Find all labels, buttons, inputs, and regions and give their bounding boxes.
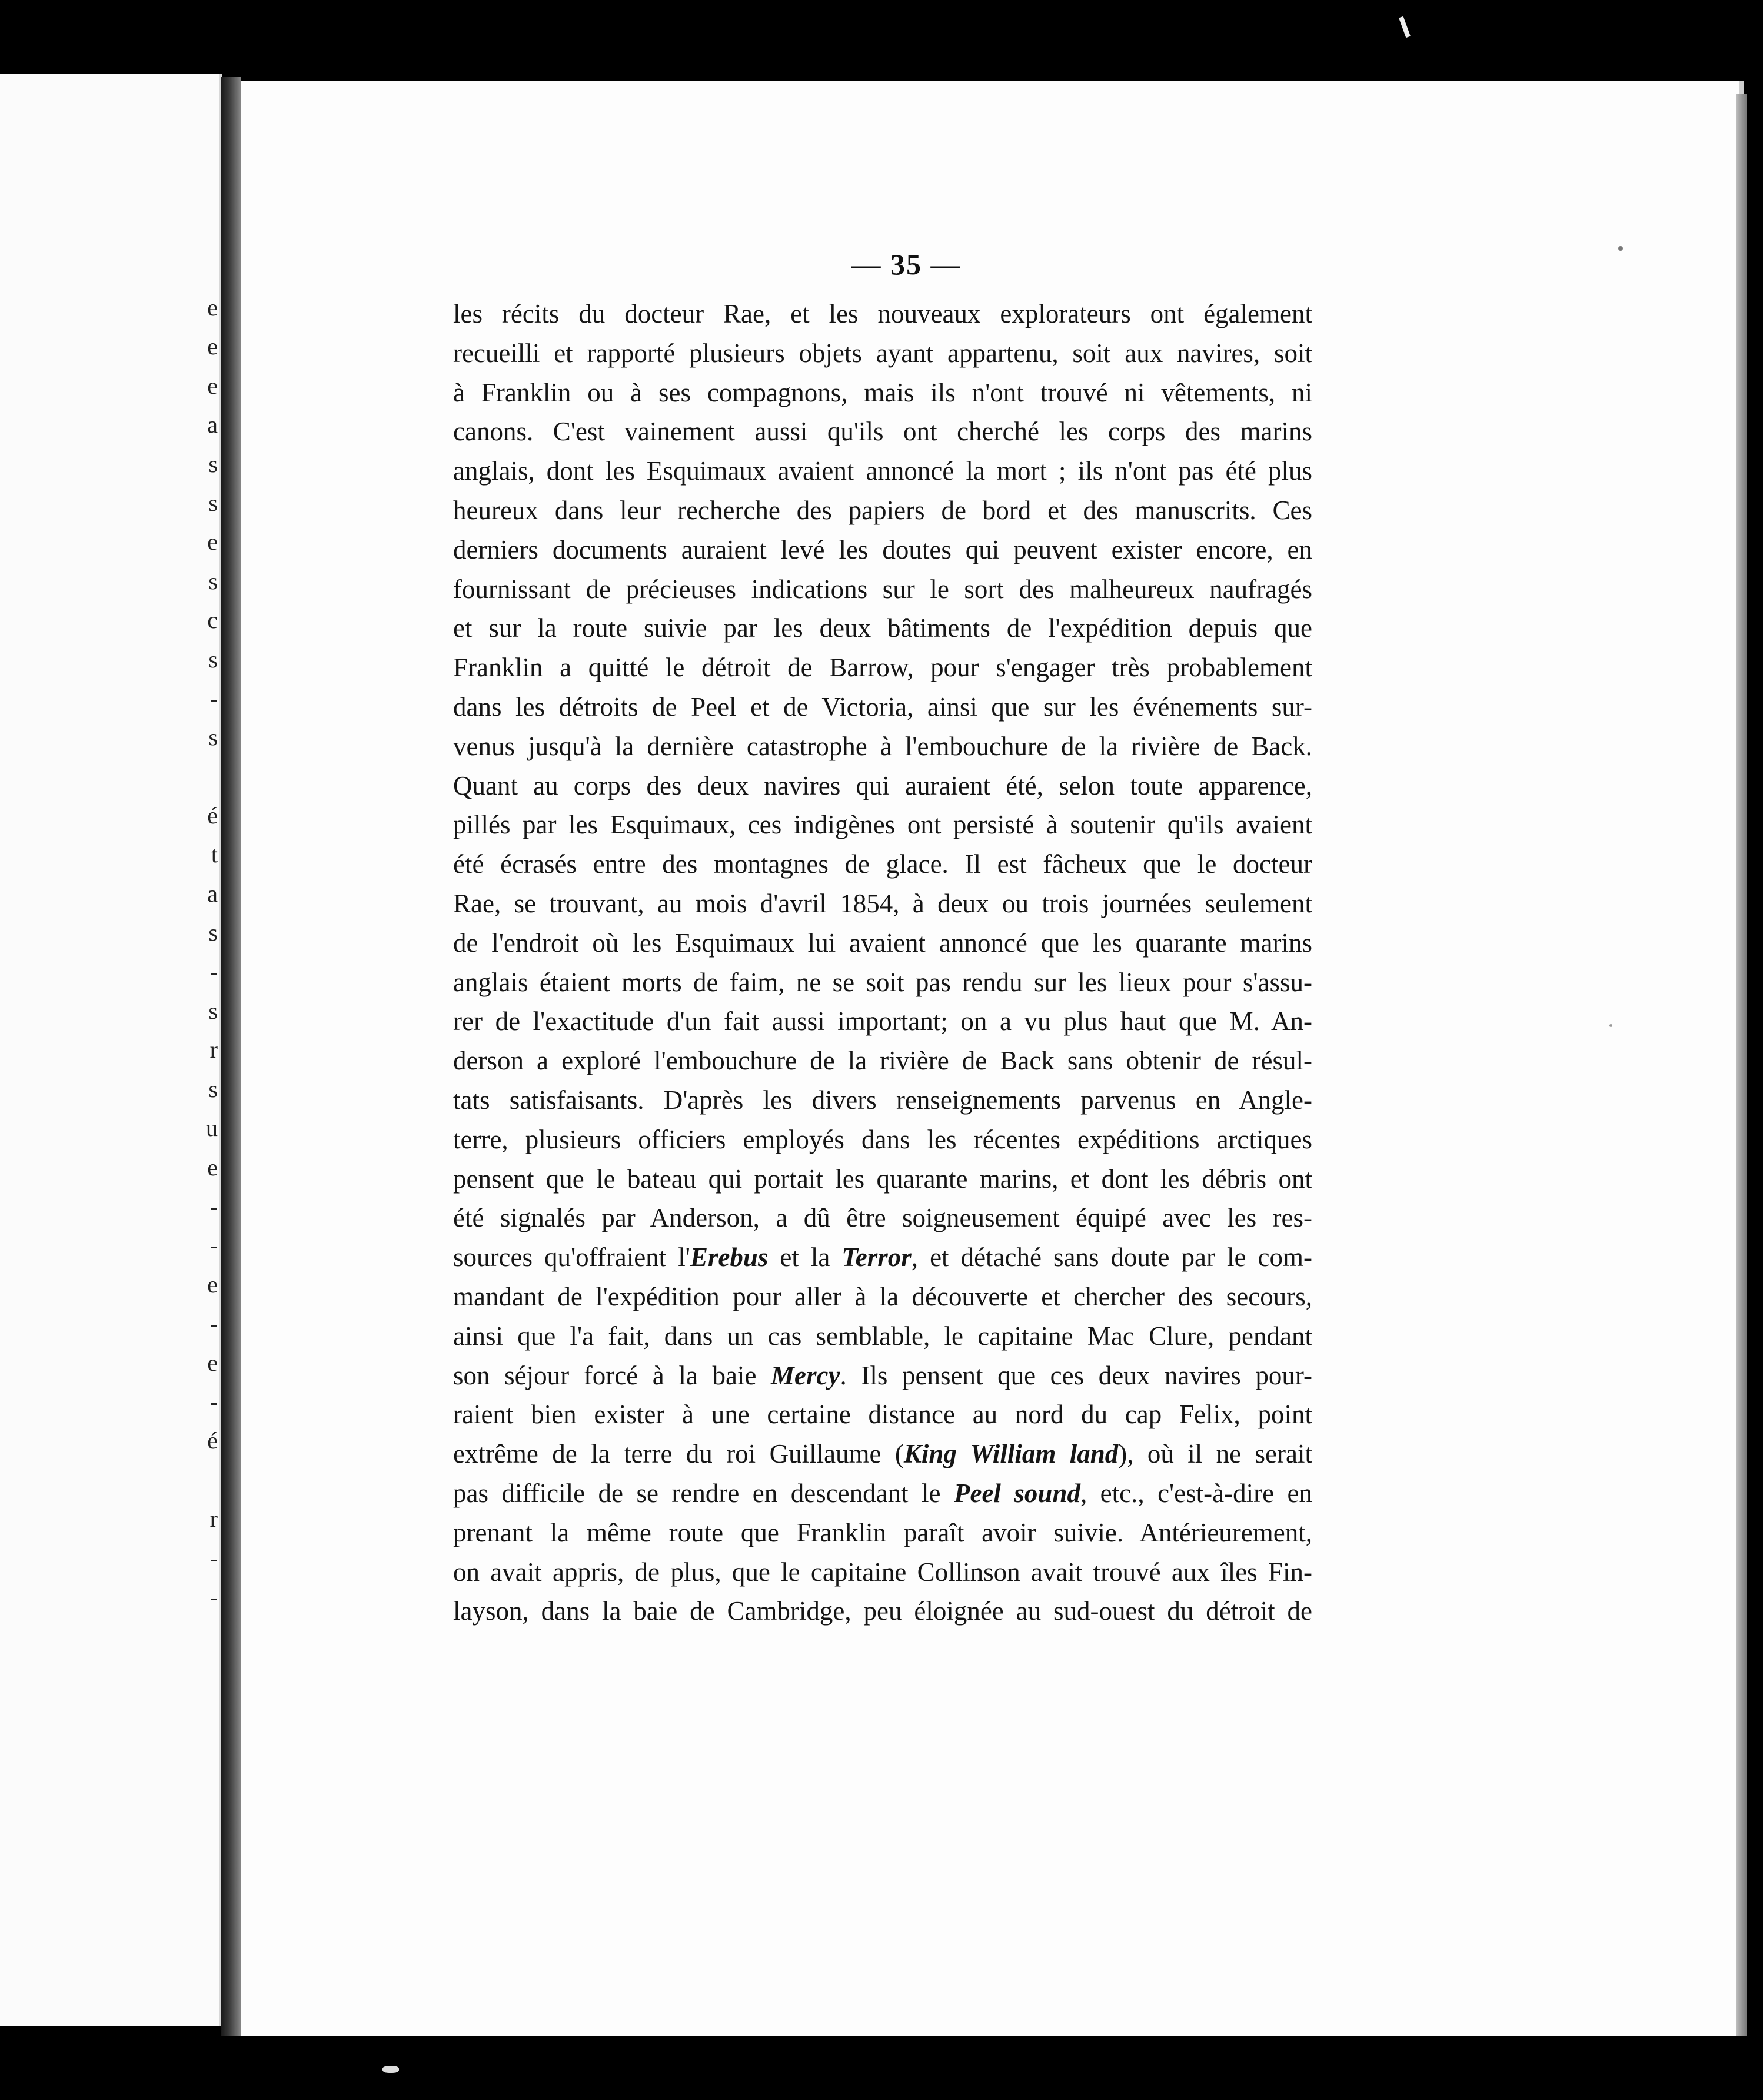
text-line: pas difficile de se rendre en descendant le Peel sound, etc., c'est-à-dire en — [453, 1478, 1312, 1508]
left-edge-char: r — [209, 1036, 218, 1064]
left-edge-char: s — [208, 998, 218, 1025]
left-edge-char: s — [208, 919, 218, 946]
left-edge-char: - — [209, 685, 218, 712]
left-edge-char: s — [208, 489, 218, 516]
text-line: fournissant de précieuses indications sur le sort des malheureux naufragés — [453, 574, 1312, 604]
page-number: — 35 — — [851, 248, 962, 281]
left-edge-char: - — [209, 1232, 218, 1259]
left-edge-char: - — [209, 1310, 218, 1337]
left-edge-char: - — [209, 958, 218, 985]
left-edge-char: s — [208, 1075, 218, 1102]
text-line: et sur la route suivie par les deux bâtiments de l'expédition depuis que — [453, 613, 1312, 643]
text-line: dans les détroits de Peel et de Victoria, ainsi que sur les événements sur- — [453, 692, 1312, 722]
text-line: on avait appris, de plus, que le capitaine Collinson avait trouvé aux îles Fin- — [453, 1557, 1312, 1587]
left-edge-char: - — [209, 1544, 218, 1571]
left-edge-char: é — [207, 1427, 218, 1454]
left-edge-char — [200, 1461, 218, 1500]
text-line: à Franklin ou à ses compagnons, mais ils n'ont trouvé ni vêtements, ni — [453, 377, 1312, 407]
left-edge-char: t — [211, 841, 218, 868]
text-line: layson, dans la baie de Cambridge, peu éloignée au sud-ouest du détroit de — [453, 1596, 1312, 1626]
text-line: Quant au corps des deux navires qui auraient été, selon toute apparence, — [453, 770, 1312, 800]
text-line: anglais, dont les Esquimaux avaient annoncé la mort ; ils n'ont pas été plus — [453, 456, 1312, 486]
text-line: raient bien exister à une certaine distance au nord du cap Felix, point — [453, 1400, 1312, 1430]
text-line: de l'endroit où les Esquimaux lui avaient annoncé que les quarante marins — [453, 928, 1312, 958]
left-edge-char: e — [207, 372, 218, 399]
text-line: Franklin a quitté le détroit de Barrow, pour s'engager très probablement — [453, 653, 1312, 683]
left-edge-char: - — [209, 1583, 218, 1610]
scan-artifact — [1399, 16, 1411, 38]
left-edge-char: - — [209, 1388, 218, 1415]
text-line: pillés par les Esquimaux, ces indigènes ont persisté à soutenir qu'ils avaient — [453, 810, 1312, 840]
left-edge-char: r — [209, 1506, 218, 1533]
body-text — [453, 294, 1312, 1631]
text-line: Rae, se trouvant, au mois d'avril 1854, à deux ou trois journées seulement — [453, 888, 1312, 918]
left-edge-char: a — [207, 880, 218, 907]
text-line: canons. C'est vainement aussi qu'ils ont cherché les corps des marins — [453, 417, 1312, 447]
text-line: terre, plusieurs officiers employés dans les récentes expéditions arctiques — [453, 1124, 1312, 1154]
left-edge-char: é — [207, 802, 218, 829]
left-edge-char: e — [207, 1154, 218, 1181]
text-line: pensent que le bateau qui portait les quarante marins, et dont les débris ont — [453, 1164, 1312, 1194]
text-line: sources qu'offraient l'Erebus et la Terror, et détaché sans doute par le com- — [453, 1242, 1312, 1272]
text-line: prenant la même route que Franklin paraît avoir suivie. Antérieurement, — [453, 1517, 1312, 1547]
left-page-edge-text — [200, 288, 218, 1617]
left-edge-char: e — [207, 1271, 218, 1298]
scan-speck — [1609, 1024, 1612, 1027]
left-edge-char: e — [207, 529, 218, 556]
left-edge-char: c — [207, 607, 218, 634]
left-edge-char: s — [208, 567, 218, 594]
text-line: heureux dans leur recherche des papiers de bord et des manuscrits. Ces — [453, 495, 1312, 525]
text-line: anglais étaient morts de faim, ne se soit pas rendu sur les lieux pour s'assu- — [453, 967, 1312, 997]
left-edge-char: e — [207, 333, 218, 360]
left-edge-char: e — [207, 294, 218, 321]
text-line: extrême de la terre du roi Guillaume (King William land), où il ne serait — [453, 1439, 1312, 1469]
text-line: recueilli et rapporté plusieurs objets ayant appartenu, soit aux navires, soit — [453, 338, 1312, 368]
left-edge-char: u — [206, 1115, 218, 1142]
left-edge-char: s — [208, 646, 218, 673]
text-line: ainsi que l'a fait, dans un cas semblable, le capitaine Mac Clure, pendant — [453, 1321, 1312, 1351]
text-line: rer de l'exactitude d'un fait aussi important; on a vu plus haut que M. An- — [453, 1006, 1312, 1036]
left-edge-char — [200, 757, 218, 796]
text-line: tats satisfaisants. D'après les divers renseignements parvenus en Angle- — [453, 1085, 1312, 1115]
text-line: été écrasés entre des montagnes de glace. Il est fâcheux que le docteur — [453, 849, 1312, 879]
scan-artifact — [382, 2066, 399, 2073]
left-edge-char: e — [207, 1349, 218, 1376]
text-line: venus jusqu'à la dernière catastrophe à l'embouchure de la rivière de Back. — [453, 731, 1312, 761]
text-line: été signalés par Anderson, a dû être soigneusement équipé avec les res- — [453, 1203, 1312, 1233]
left-edge-char: s — [208, 450, 218, 477]
book-gutter — [221, 77, 241, 2036]
text-line: mandant de l'expédition pour aller à la découverte et chercher des secours, — [453, 1281, 1312, 1311]
page-edge-shadow — [1736, 94, 1747, 2036]
left-edge-char: s — [208, 724, 218, 751]
left-edge-char: - — [209, 1192, 218, 1220]
text-line: son séjour forcé à la baie Mercy. Ils pensent que ces deux navires pour- — [453, 1360, 1312, 1390]
text-line: derson a exploré l'embouchure de la rivière de Back sans obtenir de résul- — [453, 1046, 1312, 1076]
text-line: les récits du docteur Rae, et les nouveaux explorateurs ont également — [453, 299, 1312, 328]
left-page-fragment — [0, 74, 222, 2026]
left-edge-char: a — [207, 411, 218, 438]
scan-speck — [1618, 246, 1623, 251]
text-line: derniers documents auraient levé les doutes qui peuvent exister encore, en — [453, 534, 1312, 564]
